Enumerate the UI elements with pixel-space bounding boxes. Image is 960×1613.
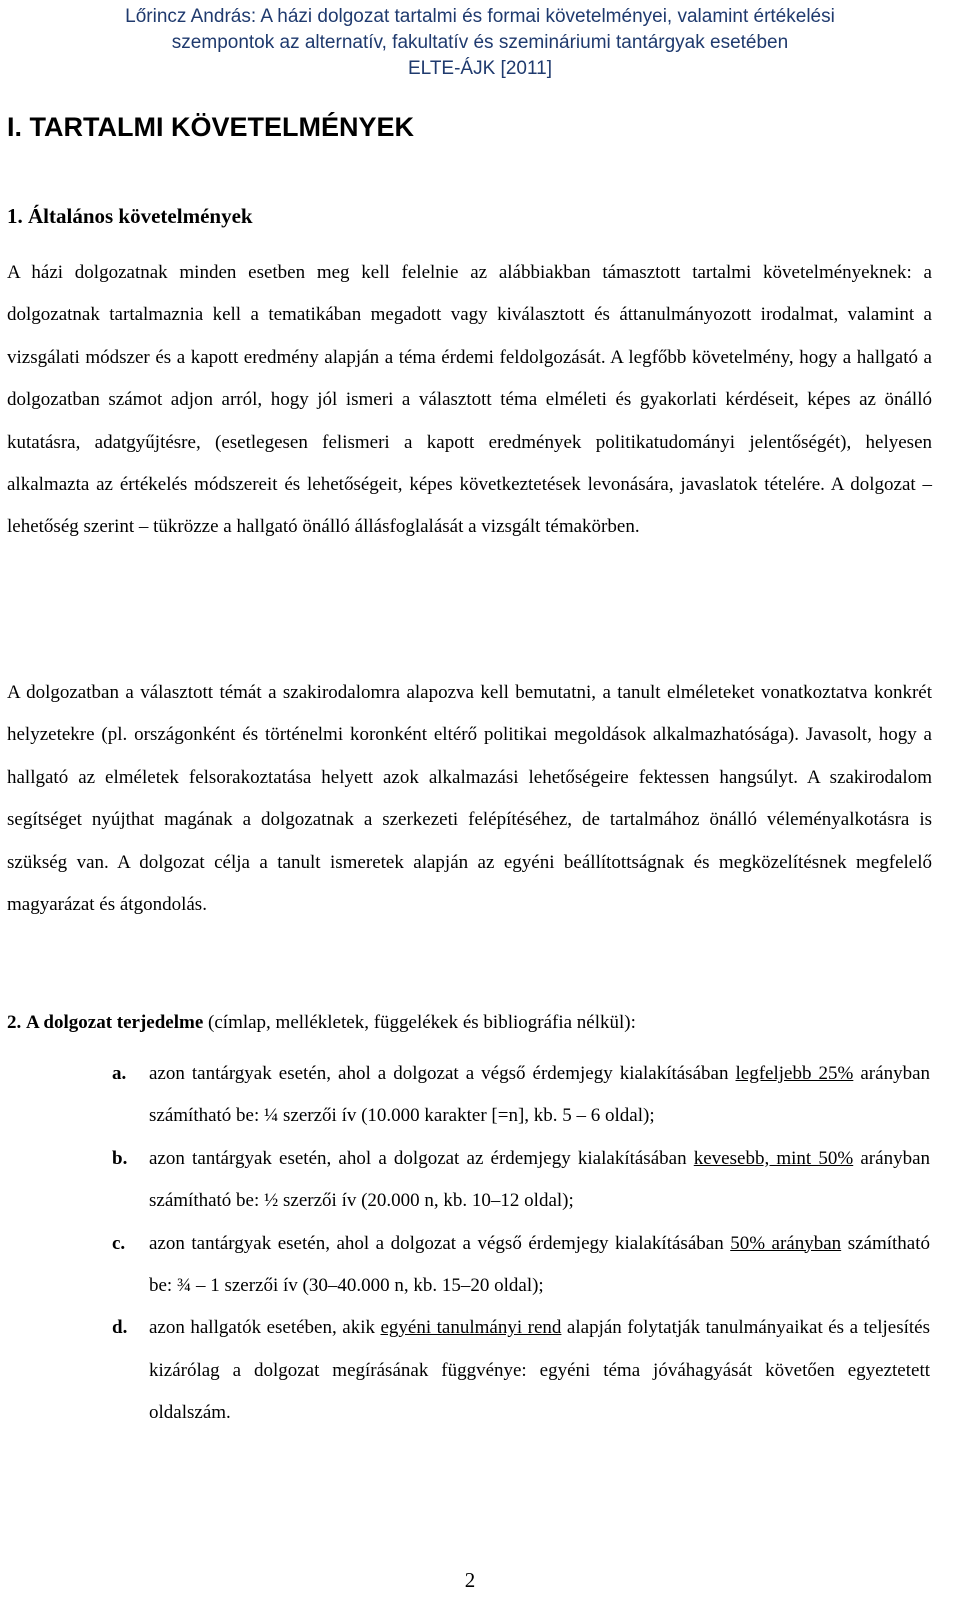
list-item-text: alapján folytatják tanulmányaikat és a teljesítés kizárólag a dolgozat megírásának függvénye: egyéni téma jóváhagyását követően egyeztetett oldalszám. xyxy=(149,1317,931,1424)
list-item-text: azon hallgatók esetében, akik xyxy=(149,1317,375,1339)
list-item-underlined: kevesebb, mint 50% xyxy=(693,1147,854,1169)
list-item-text: azon tantárgyak esetén, ahol a dolgozat az érdemjegy kialakításában xyxy=(149,1147,687,1169)
paragraph-literature: A dolgozatban a választott témát a szakirodalomra alapozva kell bemutatni, a tanult elméleteket vonatkoztatva konkrét helyzetekre (pl. országonként és történelmi koronként eltérő politikai megoldások alkalmazhatósága). Javasolt, hogy a hallgató az elméletek felsorakoztatása helyett azok alkalmazási lehetőségeire fektessen hangsúlyt. A szakirodalom segítséget nyújthat magának a dolgozatnak a szerkezeti felépítéséhez, de tartalmához önálló véleményalkotásra is szükség van. A dolgozat célja a tanult ismeretek alapján az egyéni beállítottságnak és megközelítésnek megfelelő magyarázat és átgondolás. xyxy=(7,682,932,916)
section-2-title: A dolgozat terjedelme xyxy=(26,1012,204,1033)
list-item-text: arányban számítható be: ¼ szerzői ív (10.000 karakter [=n], kb. 5 – 6 oldal); xyxy=(149,1063,931,1127)
length-requirements-list xyxy=(112,1053,930,1435)
section-title: I. TARTALMI KÖVETELMÉNYEK xyxy=(7,112,414,142)
header-line-2: szempontok az alternatív, fakultatív és szemináriumi tantárgyak esetében xyxy=(171,32,789,53)
list-item-underlined: egyéni tanulmányi rend xyxy=(380,1317,562,1339)
list-item-label: d. xyxy=(112,1317,128,1339)
list-item-underlined: legfeljebb 25% xyxy=(735,1063,854,1084)
list-item xyxy=(112,1223,930,1308)
paragraph-general-requirements: A házi dolgozatnak minden esetben meg kell felelnie az alábbiakban támasztott tartalmi követelményeknek: a dolgozatnak tartalmaznia kell a tematikában megadott vagy kiválasztott és áttanulmányozott irodalmat, valamint a vizsgálati módszer és a kapott eredmény alapján a téma érdemi feldolgozását. A legfőbb követelmény, hogy a hallgató a dolgozatban számot adjon arról, hogy jól ismeri a választott téma elméleti és gyakorlati kérdéseit, képes az önálló kutatásra, adatgyűjtésre, (esetlegesen felismeri a kapott eredmények politikatudományi jelentőségét), helyesen alkalmazta az értékelés módszereit és lehetőségeit, képes következtetések levonására, javaslatok tételére. A dolgozat – lehetőség szerint – tükrözze a hallgató önálló állásfoglalását a vizsgált témakörben. xyxy=(7,262,932,538)
list-item xyxy=(112,1307,930,1434)
section-2-number: 2. xyxy=(7,1012,22,1033)
list-item-label: a. xyxy=(112,1063,127,1084)
list-item-text: azon tantárgyak esetén, ahol a dolgozat a végső érdemjegy kialakításában xyxy=(149,1063,729,1084)
running-header xyxy=(0,4,960,82)
list-item-label: c. xyxy=(112,1232,126,1254)
list-item-underlined: 50% arányban xyxy=(730,1232,842,1254)
section-2-subtitle: (címlap, mellékletek, függelékek és bibliográfia nélkül): xyxy=(208,1012,636,1033)
header-line-3: ELTE-ÁJK [2011] xyxy=(408,58,552,79)
list-item-text: azon tantárgyak esetén, ahol a dolgozat a végső érdemjegy kialakításában xyxy=(149,1232,724,1254)
subsection-title: 1. Általános követelmények xyxy=(7,204,253,228)
list-item-text: arányban számítható be: ½ szerzői ív (20.000 n, kb. 10–12 oldal); xyxy=(149,1147,931,1212)
list-item xyxy=(112,1138,930,1223)
page-number: 2 xyxy=(464,1568,476,1592)
section-2-heading xyxy=(7,1012,636,1034)
list-item-text: számítható be: ¾ – 1 szerzői ív (30–40.000 n, kb. 15–20 oldal); xyxy=(149,1232,930,1297)
list-item xyxy=(112,1053,930,1138)
header-line-1: Lőrincz András: A házi dolgozat tartalmi és formai követelményei, valamint értékelési xyxy=(125,6,835,27)
list-item-label: b. xyxy=(112,1147,128,1169)
